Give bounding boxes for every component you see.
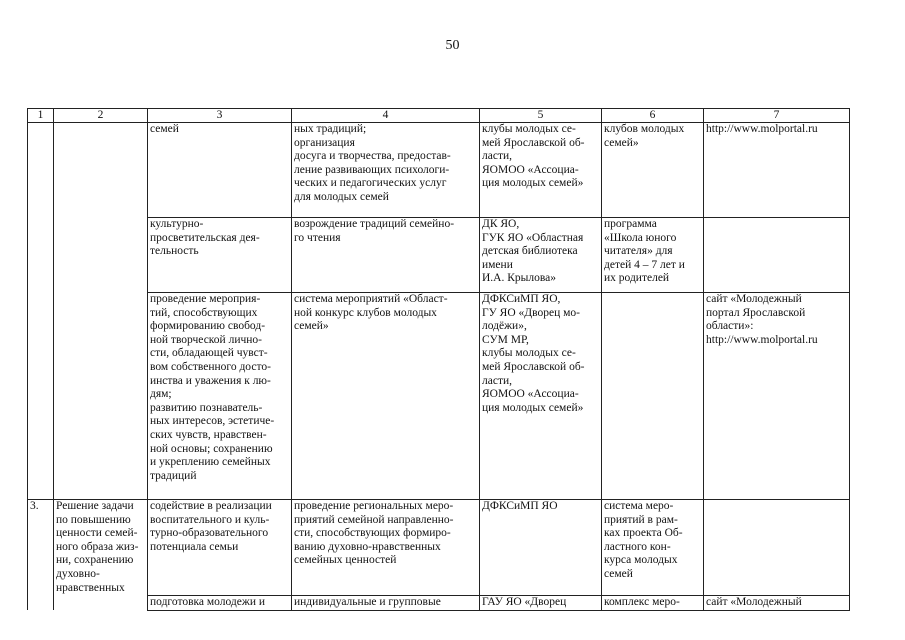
- table-cell-direction: культурно- просветительская дея- тельность: [148, 218, 292, 293]
- table-cell-task: [54, 293, 148, 500]
- table-cell-executors: ДФКСиМП ЯО, ГУ ЯО «Дворец мо- лодёжи», СУМ МР, клубы молодых се- мей Ярославской об- ласти, ЯОМОО «Ассоциа- ция молодых семей»: [480, 293, 602, 500]
- table-row: [28, 595, 850, 610]
- table-cell-resource: сайт «Молодежный: [704, 595, 850, 610]
- page-number: 50: [445, 38, 460, 53]
- table-cell-executors: ГАУ ЯО «Дворец: [480, 595, 602, 610]
- table-row: [28, 123, 850, 218]
- table-cell-program: клубов молодых семей»: [602, 123, 704, 218]
- table-row: [28, 500, 850, 596]
- table-cell-executors: ДФКСиМП ЯО: [480, 500, 602, 596]
- table-cell-activity: проведение региональных меро- приятий семейной направленно- сти, способствующих формиро- ванию духовно-нравственных семейных ценностей: [292, 500, 480, 596]
- table-cell-direction: подготовка молодежи и: [148, 595, 292, 610]
- table-cell-program: система меро- приятий в рам- ках проекта Об- ластного кон- курса молодых семей: [602, 500, 704, 596]
- table-cell-activity: индивидуальные и групповые: [292, 595, 480, 610]
- table-cell-executors: ДК ЯО, ГУК ЯО «Областная детская библиотека имени И.А. Крылова»: [480, 218, 602, 293]
- table-row: [28, 218, 850, 293]
- table-cell-task: [54, 218, 148, 293]
- table-cell-task: [54, 595, 148, 610]
- table-cell-activity: возрождение традиций семейно- го чтения: [292, 218, 480, 293]
- table-cell-resource: [704, 218, 850, 293]
- column-number-4: 4: [292, 109, 480, 123]
- table-cell-direction: семей: [148, 123, 292, 218]
- table-cell-task: [54, 123, 148, 218]
- table-row: [28, 293, 850, 500]
- table-cell-program: программа «Школа юного читателя» для детей 4 – 7 лет и их родителей: [602, 218, 704, 293]
- table-cell-number: [28, 123, 54, 218]
- table-cell-program: комплекс меро-: [602, 595, 704, 610]
- table-header-row: [28, 109, 850, 123]
- table-cell-number: [28, 293, 54, 500]
- column-number-5: 5: [480, 109, 602, 123]
- column-number-2: 2: [54, 109, 148, 123]
- table-cell-activity: ных традиций; организация досуга и творчества, предостав- ление развивающих психологи- ческих и педагогических услуг для молодых семей: [292, 123, 480, 218]
- table-cell-task: Решение задачи по повышению ценности семей- ного образа жиз- ни, сохранению духовно- нравственных: [54, 500, 148, 596]
- table-cell-number: [28, 595, 54, 610]
- table-cell-number: [28, 218, 54, 293]
- table-cell-resource: сайт «Молодежный портал Ярославской области»: http://www.molportal.ru: [704, 293, 850, 500]
- table-cell-direction: содействие в реализации воспитательного и куль- турно-образовательного потенциала семьи: [148, 500, 292, 596]
- table-cell-resource: [704, 500, 850, 596]
- column-number-7: 7: [704, 109, 850, 123]
- table-cell-executors: клубы молодых се- мей Ярославской об- ласти, ЯОМОО «Ассоциа- ция молодых семей»: [480, 123, 602, 218]
- table-cell-activity: система мероприятий «Област- ной конкурс клубов молодых семей»: [292, 293, 480, 500]
- table-cell-resource: http://www.molportal.ru: [704, 123, 850, 218]
- table-cell-program: [602, 293, 704, 500]
- column-number-6: 6: [602, 109, 704, 123]
- column-number-1: 1: [28, 109, 54, 123]
- table-cell-number: 3.: [28, 500, 54, 596]
- column-number-3: 3: [148, 109, 292, 123]
- document-table: [27, 108, 850, 611]
- table-cell-direction: проведение мероприя- тий, способствующих формированию свобод- ной творческой лично- сти, обладающей чувст- вом собственного досто- инства и уважения к лю- дям; развитию познаватель- ных интересов, эстетиче- ских чувств, нравствен- ной основы; сохранению и укреплению семейных традиций: [148, 293, 292, 500]
